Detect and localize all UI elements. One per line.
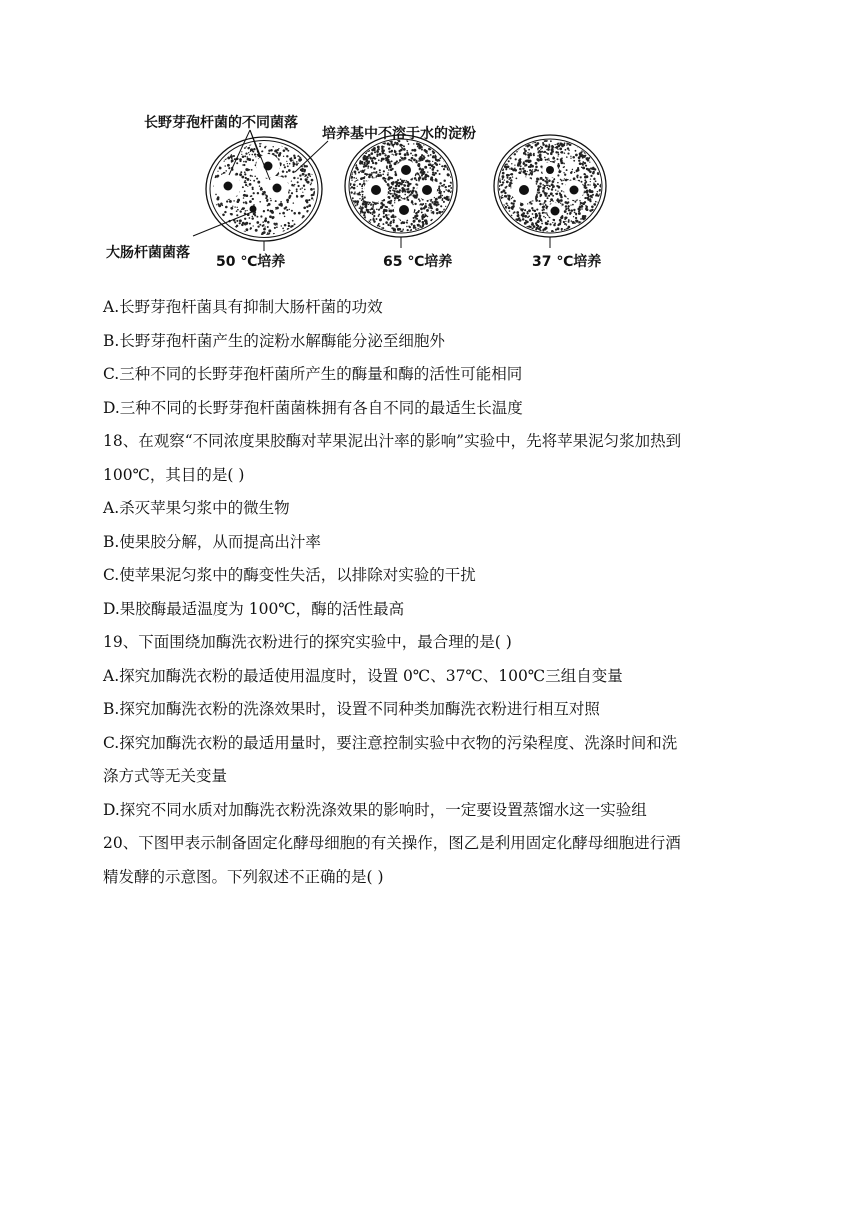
q18-option-d: D.果胶酶最适温度为 100℃，酶的活性最高 — [103, 599, 405, 618]
label-ecoli-colony: 大肠杆菌菌落 — [106, 245, 190, 261]
petri-dish-65c — [345, 135, 457, 248]
label-bacillus-colonies: 长野芽孢杆菌的不同菌落 — [144, 115, 298, 131]
q18-option-c: C.使苹果泥匀浆中的酶变性失活，以排除对实验的干扰 — [103, 566, 476, 584]
q17-option-d: D.三种不同的长野芽孢杆菌菌株拥有各自不同的最适生长温度 — [103, 398, 523, 417]
petri-dish-37c — [494, 135, 606, 248]
label-temp-37: 37 ℃培养 — [532, 254, 602, 270]
q17-option-c: C.三种不同的长野芽孢杆菌所产生的酶量和酶的活性可能相同 — [103, 365, 523, 383]
q18-stem-line2: 100℃，其目的是( ) — [103, 465, 245, 484]
q18-option-a: A.杀灭苹果匀浆中的微生物 — [103, 499, 290, 517]
q19-stem: 19、下面围绕加酶洗衣粉进行的探究实验中，最合理的是( ) — [103, 633, 512, 651]
q20-stem-line1: 20、下图甲表示制备固定化酵母细胞的有关操作，图乙是利用固定化酵母细胞进行酒 — [103, 834, 681, 852]
q19-option-b: B.探究加酶洗衣粉的洗涤效果时，设置不同种类加酶洗衣粉进行相互对照 — [103, 700, 600, 718]
q17-option-a: A.长野芽孢杆菌具有抑制大肠杆菌的功效 — [103, 298, 383, 316]
q20-stem-line2: 精发酵的示意图。下列叙述不正确的是( ) — [103, 867, 384, 886]
petri-dish-50c — [193, 130, 328, 251]
q19-option-d: D.探究不同水质对加酶洗衣粉洗涤效果的影响时，一定要设置蒸馏水这一实验组 — [103, 800, 647, 819]
q19-option-c-line1: C.探究加酶洗衣粉的最适用量时，要注意控制实验中衣物的污染程度、洗涤时间和洗 — [103, 733, 678, 752]
q17-option-b: B.长野芽孢杆菌产生的淀粉水解酶能分泌至细胞外 — [103, 331, 445, 350]
q19-option-c-line2: 涤方式等无关变量 — [103, 767, 228, 785]
label-temp-65: 65 ℃培养 — [383, 254, 453, 270]
q18-stem-line1: 18、在观察“不同浓度果胶酶对苹果泥出汁率的影响”实验中，先将苹果泥匀浆加热到 — [103, 432, 682, 450]
question-text — [103, 291, 763, 894]
label-temp-50: 50 ℃培养 — [216, 254, 286, 270]
label-insoluble-starch: 培养基中不溶于水的淀粉 — [322, 126, 476, 142]
petri-dish-figure — [100, 108, 620, 274]
bacillus-colonies — [215, 154, 289, 213]
q19-option-a: A.探究加酶洗衣粉的最适使用温度时，设置 0℃、37℃、100℃三组自变量 — [103, 666, 623, 685]
q18-option-b: B.使果胶分解，从而提高出汁率 — [103, 532, 321, 551]
